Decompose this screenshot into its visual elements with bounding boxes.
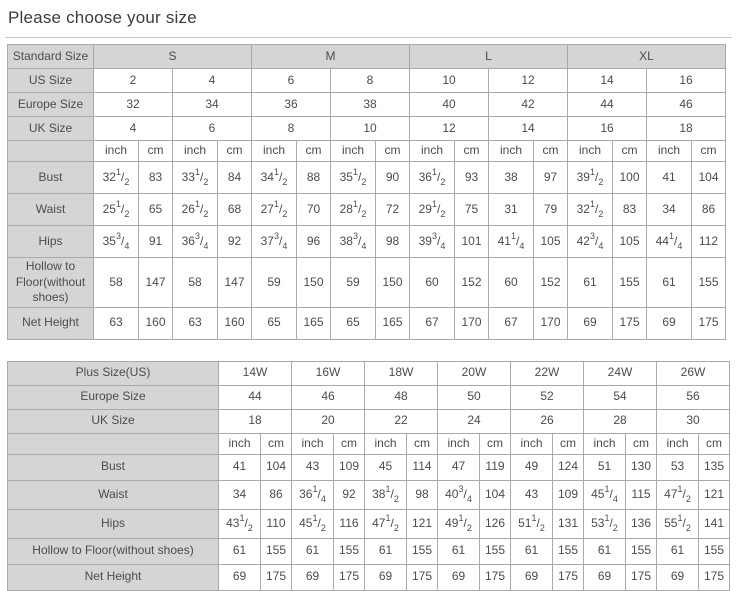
row-label-cell: Plus Size(US) [8,361,219,385]
size-cell: 24W [584,361,657,385]
value-cell: 155 [553,538,584,564]
value-cell: 69 [365,564,407,590]
value-cell: $53^1/_2$ [584,509,626,538]
value-cell: 165 [297,307,331,339]
table-row [8,409,730,433]
size-cell: 40 [410,93,489,117]
value-cell: 175 [699,564,730,590]
value-cell: 86 [692,194,726,226]
value-cell: 97 [534,162,568,194]
value-cell: 70 [297,194,331,226]
size-cell: 56 [657,385,730,409]
value-cell: 61 [292,538,334,564]
value-cell: 69 [438,564,480,590]
value-cell: 65 [252,307,297,339]
size-cell: 54 [584,385,657,409]
value-cell: 135 [699,454,730,480]
size-cell: 44 [568,93,647,117]
table-row [8,433,730,454]
table-row [8,45,726,69]
value-cell: 69 [568,307,613,339]
value-cell: $26^1/_2$ [173,194,218,226]
size-chart-page [0,8,738,584]
size-cell: 6 [252,69,331,93]
value-cell: $38^1/_2$ [365,480,407,509]
value-cell: 175 [553,564,584,590]
value-cell: 155 [699,538,730,564]
size-cell: 52 [511,385,584,409]
value-cell: 170 [455,307,489,339]
size-cell: 16W [292,361,365,385]
unit-cell: cm [297,141,331,162]
value-cell: 47 [438,454,480,480]
size-cell: 12 [489,69,568,93]
size-cell: 30 [657,409,730,433]
size-cell: 14 [568,69,647,93]
row-label-cell: Hips [8,509,219,538]
unit-cell: cm [553,433,584,454]
row-label-cell: UK Size [8,117,94,141]
unit-cell: inch [584,433,626,454]
value-cell: 83 [139,162,173,194]
value-cell: 58 [94,258,139,308]
value-cell: 60 [410,258,455,308]
unit-cell: inch [173,141,218,162]
unit-cell: cm [334,433,365,454]
value-cell: 49 [511,454,553,480]
value-cell: 116 [334,509,365,538]
value-cell: $39^3/_4$ [410,226,455,258]
size-cell: 32 [94,93,173,117]
size-cell: M [252,45,410,69]
value-cell: 83 [613,194,647,226]
value-cell: 61 [584,538,626,564]
unit-cell: cm [534,141,568,162]
value-cell: 147 [139,258,173,308]
value-cell: 124 [553,454,584,480]
value-cell: 38 [489,162,534,194]
value-cell: $39^1/_2$ [568,162,613,194]
row-label-cell: Net Height [8,307,94,339]
size-cell: 4 [173,69,252,93]
table-row [8,141,726,162]
table-row [8,538,730,564]
size-cell: 44 [219,385,292,409]
value-cell: 61 [438,538,480,564]
value-cell: 68 [218,194,252,226]
unit-cell: inch [292,433,334,454]
size-cell: 16 [647,69,726,93]
value-cell: 175 [334,564,365,590]
size-cell: 26 [511,409,584,433]
row-label-cell: Hollow to Floor(without shoes) [8,538,219,564]
value-cell: 100 [613,162,647,194]
size-cell: 22 [365,409,438,433]
value-cell: 72 [376,194,410,226]
value-cell: $32^1/_2$ [568,194,613,226]
value-cell: 150 [297,258,331,308]
value-cell: 61 [657,538,699,564]
value-cell: 84 [218,162,252,194]
unit-cell: inch [219,433,261,454]
value-cell: 51 [584,454,626,480]
value-cell: 69 [219,564,261,590]
value-cell: 175 [626,564,657,590]
size-cell: 16 [568,117,647,141]
row-label-cell: US Size [8,69,94,93]
value-cell: $51^1/_2$ [511,509,553,538]
value-cell: 69 [292,564,334,590]
value-cell: 88 [297,162,331,194]
unit-cell: inch [511,433,553,454]
size-cell: 20 [292,409,365,433]
value-cell: 59 [331,258,376,308]
value-cell: 92 [334,480,365,509]
table-row [8,194,726,226]
value-cell: 58 [173,258,218,308]
value-cell: 175 [692,307,726,339]
unit-cell: inch [489,141,534,162]
value-cell: 109 [553,480,584,509]
size-cell: 2 [94,69,173,93]
value-cell: 61 [568,258,613,308]
size-cell: 18W [365,361,438,385]
table-row [8,69,726,93]
unit-cell: inch [657,433,699,454]
value-cell: 43 [511,480,553,509]
unit-cell: inch [410,141,455,162]
size-cell: 26W [657,361,730,385]
row-label-cell: Bust [8,454,219,480]
value-cell: 92 [218,226,252,258]
row-label-cell: Bust [8,162,94,194]
value-cell: 60 [489,258,534,308]
unit-cell: inch [94,141,139,162]
size-cell: 36 [252,93,331,117]
value-cell: 75 [455,194,489,226]
size-cell: 20W [438,361,511,385]
size-cell: 28 [584,409,657,433]
value-cell: 69 [647,307,692,339]
value-cell: 69 [657,564,699,590]
size-cell: 46 [292,385,365,409]
size-cell: 10 [410,69,489,93]
table-row [8,93,726,117]
unit-cell: cm [407,433,438,454]
value-cell: 34 [647,194,692,226]
value-cell: 61 [511,538,553,564]
value-cell: 67 [489,307,534,339]
value-cell: 61 [365,538,407,564]
size-cell: 8 [252,117,331,141]
table-row [8,162,726,194]
value-cell: 59 [252,258,297,308]
row-label-cell: Europe Size [8,93,94,117]
value-cell: $35^1/_2$ [331,162,376,194]
value-cell: 53 [657,454,699,480]
unit-cell: inch [568,141,613,162]
value-cell: 160 [139,307,173,339]
value-cell: $27^1/_2$ [252,194,297,226]
size-cell: 8 [331,69,410,93]
value-cell: 165 [376,307,410,339]
value-cell: $43^1/_2$ [219,509,261,538]
size-cell: 18 [219,409,292,433]
size-cell: 18 [647,117,726,141]
value-cell: 155 [613,258,647,308]
size-cell: XL [568,45,726,69]
value-cell: 61 [647,258,692,308]
value-cell: 152 [455,258,489,308]
value-cell: $29^1/_2$ [410,194,455,226]
value-cell: $38^3/_4$ [331,226,376,258]
value-cell: 175 [613,307,647,339]
value-cell: 105 [534,226,568,258]
value-cell: 91 [139,226,173,258]
row-label-cell: Waist [8,194,94,226]
title-divider [5,37,732,38]
value-cell: 155 [480,538,511,564]
unit-cell: cm [455,141,489,162]
value-cell: 112 [692,226,726,258]
value-cell: $42^3/_4$ [568,226,613,258]
value-cell: 147 [218,258,252,308]
value-cell: 175 [261,564,292,590]
table-row [8,226,726,258]
value-cell: 150 [376,258,410,308]
table-row [8,307,726,339]
value-cell: 155 [692,258,726,308]
value-cell: $47^1/_2$ [657,480,699,509]
value-cell: 41 [219,454,261,480]
value-cell: $36^3/_4$ [173,226,218,258]
unit-cell: inch [252,141,297,162]
unit-cell: cm [218,141,252,162]
value-cell: 93 [455,162,489,194]
value-cell: 45 [365,454,407,480]
table-row [8,361,730,385]
value-cell: 141 [699,509,730,538]
value-cell: 114 [407,454,438,480]
size-cell: 46 [647,93,726,117]
table-row [8,454,730,480]
value-cell: 110 [261,509,292,538]
size-cell: 10 [331,117,410,141]
value-cell: $25^1/_2$ [94,194,139,226]
value-cell: 69 [511,564,553,590]
value-cell: $33^1/_2$ [173,162,218,194]
row-label-cell: Hollow to Floor(without shoes) [8,258,94,308]
unit-cell: cm [261,433,292,454]
unit-cell: inch [331,141,376,162]
value-cell: 109 [334,454,365,480]
row-label-cell: Standard Size [8,45,94,69]
size-cell: 22W [511,361,584,385]
unit-cell: inch [365,433,407,454]
size-cell: 34 [173,93,252,117]
value-cell: 155 [407,538,438,564]
value-cell: 61 [219,538,261,564]
value-cell: 155 [334,538,365,564]
size-cell: 12 [410,117,489,141]
value-cell: 43 [292,454,334,480]
unit-cell: cm [376,141,410,162]
unit-cell: cm [139,141,173,162]
value-cell: 63 [94,307,139,339]
size-cell: 48 [365,385,438,409]
value-cell: 41 [647,162,692,194]
value-cell: $47^1/_2$ [365,509,407,538]
value-cell: 69 [584,564,626,590]
value-cell: $35^3/_4$ [94,226,139,258]
row-label-cell: Europe Size [8,385,219,409]
size-cell: 50 [438,385,511,409]
value-cell: 65 [331,307,376,339]
value-cell: 160 [218,307,252,339]
table-row [8,117,726,141]
unit-cell: cm [613,141,647,162]
value-cell: $55^1/_2$ [657,509,699,538]
value-cell: 101 [455,226,489,258]
value-cell: $49^1/_2$ [438,509,480,538]
value-cell: $28^1/_2$ [331,194,376,226]
value-cell: $41^1/_4$ [489,226,534,258]
value-cell: 98 [376,226,410,258]
size-cell: S [94,45,252,69]
row-label-cell: UK Size [8,409,219,433]
value-cell: 34 [219,480,261,509]
value-cell: $36^1/_4$ [292,480,334,509]
size-cell: 6 [173,117,252,141]
value-cell: 86 [261,480,292,509]
table-row [8,509,730,538]
plus-size-table [7,361,730,591]
value-cell: 65 [139,194,173,226]
unit-cell: cm [699,433,730,454]
page-title: Please choose your size [8,8,197,27]
value-cell: $44^1/_4$ [647,226,692,258]
value-cell: 175 [407,564,438,590]
table-row [8,258,726,308]
value-cell: 79 [534,194,568,226]
row-label-cell: Hips [8,226,94,258]
size-cell: 42 [489,93,568,117]
row-label-cell [8,433,219,454]
table-row [8,480,730,509]
value-cell: 130 [626,454,657,480]
size-cell: 14W [219,361,292,385]
row-label-cell [8,141,94,162]
unit-cell: inch [647,141,692,162]
value-cell: 155 [261,538,292,564]
value-cell: 121 [407,509,438,538]
value-cell: $37^3/_4$ [252,226,297,258]
size-cell: 4 [94,117,173,141]
value-cell: 155 [626,538,657,564]
value-cell: 96 [297,226,331,258]
table-row [8,564,730,590]
value-cell: 136 [626,509,657,538]
value-cell: 98 [407,480,438,509]
value-cell: 121 [699,480,730,509]
value-cell: 131 [553,509,584,538]
unit-cell: cm [480,433,511,454]
value-cell: 104 [692,162,726,194]
value-cell: 90 [376,162,410,194]
value-cell: 104 [480,480,511,509]
row-label-cell: Waist [8,480,219,509]
standard-size-table [7,44,726,340]
size-cell: L [410,45,568,69]
size-cell: 24 [438,409,511,433]
row-label-cell: Net Height [8,564,219,590]
unit-cell: cm [626,433,657,454]
unit-cell: inch [438,433,480,454]
value-cell: 63 [173,307,218,339]
value-cell: $45^1/_4$ [584,480,626,509]
value-cell: $36^1/_2$ [410,162,455,194]
value-cell: 152 [534,258,568,308]
value-cell: $32^1/_2$ [94,162,139,194]
value-cell: 126 [480,509,511,538]
value-cell: 119 [480,454,511,480]
value-cell: 115 [626,480,657,509]
value-cell: 104 [261,454,292,480]
table-row [8,385,730,409]
value-cell: 170 [534,307,568,339]
size-cell: 14 [489,117,568,141]
unit-cell: cm [692,141,726,162]
value-cell: 175 [480,564,511,590]
value-cell: $34^1/_2$ [252,162,297,194]
value-cell: $45^1/_2$ [292,509,334,538]
value-cell: 105 [613,226,647,258]
size-cell: 38 [331,93,410,117]
value-cell: 67 [410,307,455,339]
value-cell: 31 [489,194,534,226]
value-cell: $40^3/_4$ [438,480,480,509]
